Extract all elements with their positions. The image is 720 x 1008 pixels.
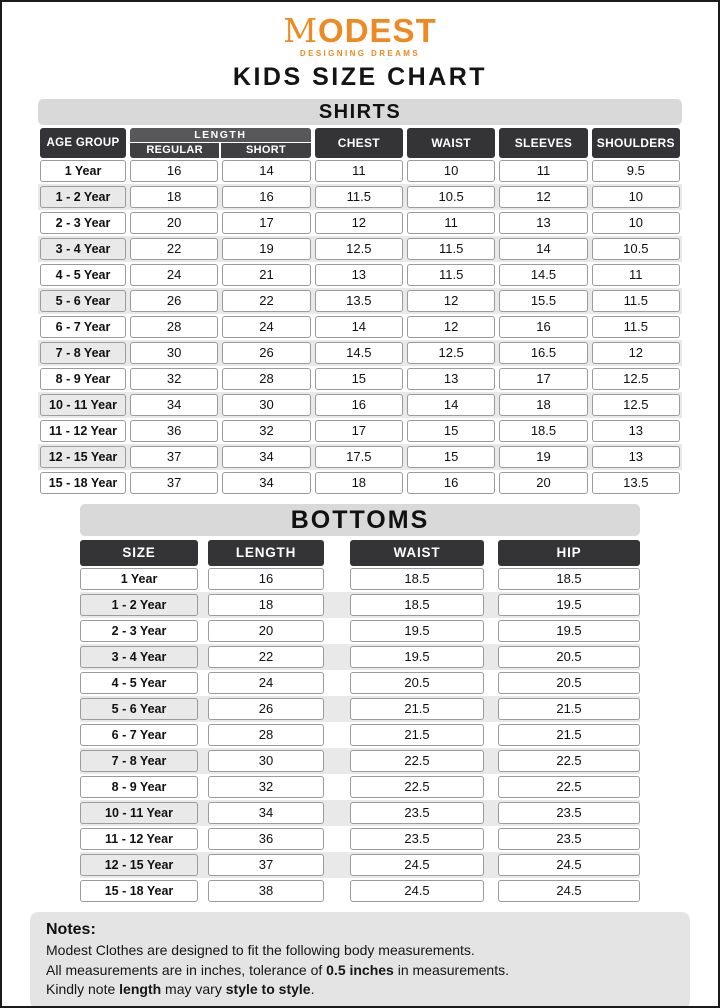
length-cell: 36 [208,828,324,850]
age-group-column-header: AGE GROUP [40,128,126,158]
shoulders-cell: 11 [592,264,680,286]
shirts-row [38,314,682,340]
regular-cell: 16 [130,160,218,182]
length-cell: 37 [208,854,324,876]
bottoms-section-title: BOTTOMS [80,504,640,536]
length-cell: 22 [208,646,324,668]
short-cell: 14 [222,160,310,182]
short-cell: 16 [222,186,310,208]
age-group-cell: 10 - 11 Year [40,394,126,416]
waist-cell: 21.5 [350,724,484,746]
note-line [46,941,674,961]
shoulders-cell: 10 [592,186,680,208]
hip-cell: 19.5 [498,620,640,642]
size-cell: 1 - 2 Year [80,594,198,616]
waist-cell: 12 [407,316,495,338]
bottoms-row [80,852,640,878]
bottoms-row [80,618,640,644]
sleeves-cell: 18.5 [499,420,587,442]
shirts-row [38,262,682,288]
bottoms-row [80,878,640,904]
sleeves-cell: 11 [499,160,587,182]
short-cell: 28 [222,368,310,390]
sleeves-cell: 14 [499,238,587,260]
chest-cell: 11.5 [315,186,403,208]
shoulders-cell: 13 [592,420,680,442]
regular-cell: 24 [130,264,218,286]
shirts-section [38,99,682,496]
regular-cell: 22 [130,238,218,260]
hip-cell: 18.5 [498,568,640,590]
short-cell: 34 [222,472,310,494]
shoulders-cell: 11.5 [592,290,680,312]
age-group-cell: 12 - 15 Year [40,446,126,468]
regular-cell: 30 [130,342,218,364]
age-group-cell: 4 - 5 Year [40,264,126,286]
hip-cell: 23.5 [498,802,640,824]
chest-cell: 14.5 [315,342,403,364]
regular-cell: 28 [130,316,218,338]
shirts-row [38,418,682,444]
length-column-group [130,128,311,158]
length-cell: 24 [208,672,324,694]
regular-cell: 18 [130,186,218,208]
age-group-cell: 8 - 9 Year [40,368,126,390]
note-text: in measurements. [393,961,510,978]
length-cell: 34 [208,802,324,824]
sleeves-cell: 12 [499,186,587,208]
regular-cell: 32 [130,368,218,390]
chest-cell: 16 [315,394,403,416]
regular-column-header: REGULAR [130,143,219,158]
waist-cell: 21.5 [350,698,484,720]
size-cell: 1 Year [80,568,198,590]
chest-cell: 17.5 [315,446,403,468]
shoulders-cell: 10.5 [592,238,680,260]
chest-cell: 15 [315,368,403,390]
size-cell: 7 - 8 Year [80,750,198,772]
shirts-row [38,392,682,418]
sleeves-cell: 19 [499,446,587,468]
sleeves-cell: 15.5 [499,290,587,312]
waist-cell: 16 [407,472,495,494]
shirts-row [38,340,682,366]
waist-cell: 13 [407,368,495,390]
length-cell: 20 [208,620,324,642]
note-emphasis: style to style [225,981,311,998]
short-cell: 17 [222,212,310,234]
note-emphasis: 0.5 inches [326,961,394,978]
waist-cell: 10.5 [407,186,495,208]
age-group-cell: 6 - 7 Year [40,316,126,338]
size-cell: 12 - 15 Year [80,854,198,876]
length-cell: 26 [208,698,324,720]
waist-cell: 14 [407,394,495,416]
waist-cell: 22.5 [350,776,484,798]
bottoms-table-body [80,566,640,904]
waist-cell: 18.5 [350,568,484,590]
shirts-table-body [38,158,682,496]
length-cell: 28 [208,724,324,746]
age-group-cell: 1 Year [40,160,126,182]
sleeves-column-header: SLEEVES [499,128,587,158]
shirts-row [38,444,682,470]
hip-cell: 19.5 [498,594,640,616]
size-cell: 10 - 11 Year [80,802,198,824]
waist-cell: 22.5 [350,750,484,772]
note-line [46,961,674,981]
size-cell: 8 - 9 Year [80,776,198,798]
bottoms-row [80,592,640,618]
waist-column-header: WAIST [407,128,495,158]
waist-cell: 10 [407,160,495,182]
note-text: Kindly note [46,981,120,998]
length-cell: 32 [208,776,324,798]
length-subheader-row [130,143,311,158]
short-cell: 21 [222,264,310,286]
sleeves-cell: 16.5 [499,342,587,364]
note-line [46,980,674,1000]
shirts-section-title: SHIRTS [38,99,682,125]
age-group-cell: 1 - 2 Year [40,186,126,208]
notes-title: Notes: [46,920,96,938]
notes-lines [46,941,674,1001]
chest-cell: 11 [315,160,403,182]
waist-cell: 11 [407,212,495,234]
hip-cell: 20.5 [498,646,640,668]
bottoms-row [80,670,640,696]
chest-cell: 13.5 [315,290,403,312]
size-cell: 3 - 4 Year [80,646,198,668]
chest-cell: 12.5 [315,238,403,260]
hip-cell: 20.5 [498,672,640,694]
length-cell: 38 [208,880,324,902]
brand-tagline: DESIGNING DREAMS [299,48,421,58]
waist-cell: 11.5 [407,264,495,286]
hip-cell: 24.5 [498,854,640,876]
hip-cell: 22.5 [498,776,640,798]
waist-cell: 12 [407,290,495,312]
waist-cell: 23.5 [350,828,484,850]
waist-cell: 18.5 [350,594,484,616]
note-text: All measurements are in inches, tolerance of [46,961,327,978]
shirts-row [38,236,682,262]
regular-cell: 34 [130,394,218,416]
notes-box [30,912,690,1008]
short-cell: 24 [222,316,310,338]
short-cell: 32 [222,420,310,442]
waist-cell: 19.5 [350,646,484,668]
waist-cell: 20.5 [350,672,484,694]
shirts-row [38,470,682,496]
page-title: KIDS SIZE CHART [232,62,488,91]
shoulders-cell: 10 [592,212,680,234]
shoulders-cell: 13.5 [592,472,680,494]
waist-cell: 12.5 [407,342,495,364]
hip-cell: 24.5 [498,880,640,902]
size-cell: 6 - 7 Year [80,724,198,746]
short-cell: 34 [222,446,310,468]
shoulders-cell: 9.5 [592,160,680,182]
length-cell: 30 [208,750,324,772]
note-emphasis: length [119,981,162,998]
short-column-header: SHORT [221,143,310,158]
brand-logo: MODEST [283,11,437,50]
hip-cell: 23.5 [498,828,640,850]
shirts-table-header [38,128,682,158]
bottoms-row [80,826,640,852]
hip-column-header: HIP [498,540,640,566]
short-cell: 22 [222,290,310,312]
length-cell: 16 [208,568,324,590]
chest-cell: 12 [315,212,403,234]
chest-cell: 13 [315,264,403,286]
age-group-cell: 2 - 3 Year [40,212,126,234]
size-cell: 11 - 12 Year [80,828,198,850]
short-cell: 30 [222,394,310,416]
sleeves-cell: 20 [499,472,587,494]
regular-cell: 36 [130,420,218,442]
size-cell: 2 - 3 Year [80,620,198,642]
shirts-row [38,366,682,392]
sleeves-cell: 16 [499,316,587,338]
hip-cell: 22.5 [498,750,640,772]
size-column-header: SIZE [80,540,198,566]
waist-cell: 11.5 [407,238,495,260]
sleeves-cell: 18 [499,394,587,416]
length-column-header: LENGTH [130,128,311,142]
sleeves-cell: 14.5 [499,264,587,286]
bottoms-row [80,800,640,826]
age-group-cell: 7 - 8 Year [40,342,126,364]
shoulders-column-header: SHOULDERS [592,128,680,158]
bottoms-row [80,748,640,774]
sleeves-cell: 13 [499,212,587,234]
waist-cell: 15 [407,420,495,442]
size-cell: 4 - 5 Year [80,672,198,694]
bottoms-table-header [80,540,640,566]
regular-cell: 37 [130,446,218,468]
age-group-cell: 5 - 6 Year [40,290,126,312]
shoulders-cell: 12.5 [592,368,680,390]
age-group-cell: 11 - 12 Year [40,420,126,442]
age-group-cell: 3 - 4 Year [40,238,126,260]
shirts-row [38,210,682,236]
shoulders-cell: 11.5 [592,316,680,338]
age-group-cell: 15 - 18 Year [40,472,126,494]
note-text: . [310,981,315,998]
shoulders-cell: 12.5 [592,394,680,416]
hip-cell: 21.5 [498,698,640,720]
length-column-header: LENGTH [208,540,324,566]
bottoms-row [80,774,640,800]
waist-cell: 15 [407,446,495,468]
chest-cell: 18 [315,472,403,494]
bottoms-row [80,722,640,748]
bottoms-section [80,504,640,904]
shirts-row [38,288,682,314]
chest-column-header: CHEST [315,128,403,158]
short-cell: 26 [222,342,310,364]
regular-cell: 20 [130,212,218,234]
header [2,2,718,92]
bottoms-row [80,696,640,722]
hip-cell: 21.5 [498,724,640,746]
length-cell: 18 [208,594,324,616]
size-cell: 15 - 18 Year [80,880,198,902]
waist-cell: 24.5 [350,880,484,902]
waist-cell: 19.5 [350,620,484,642]
shoulders-cell: 12 [592,342,680,364]
note-text: may vary [161,981,226,998]
bottoms-row [80,566,640,592]
chest-cell: 14 [315,316,403,338]
size-cell: 5 - 6 Year [80,698,198,720]
shirts-row [38,184,682,210]
short-cell: 19 [222,238,310,260]
waist-cell: 23.5 [350,802,484,824]
waist-column-header: WAIST [350,540,484,566]
regular-cell: 37 [130,472,218,494]
chest-cell: 17 [315,420,403,442]
bottoms-row [80,644,640,670]
sleeves-cell: 17 [499,368,587,390]
shoulders-cell: 13 [592,446,680,468]
waist-cell: 24.5 [350,854,484,876]
note-text: Modest Clothes are designed to fit the following body measurements. [46,941,475,958]
shirts-row [38,158,682,184]
regular-cell: 26 [130,290,218,312]
